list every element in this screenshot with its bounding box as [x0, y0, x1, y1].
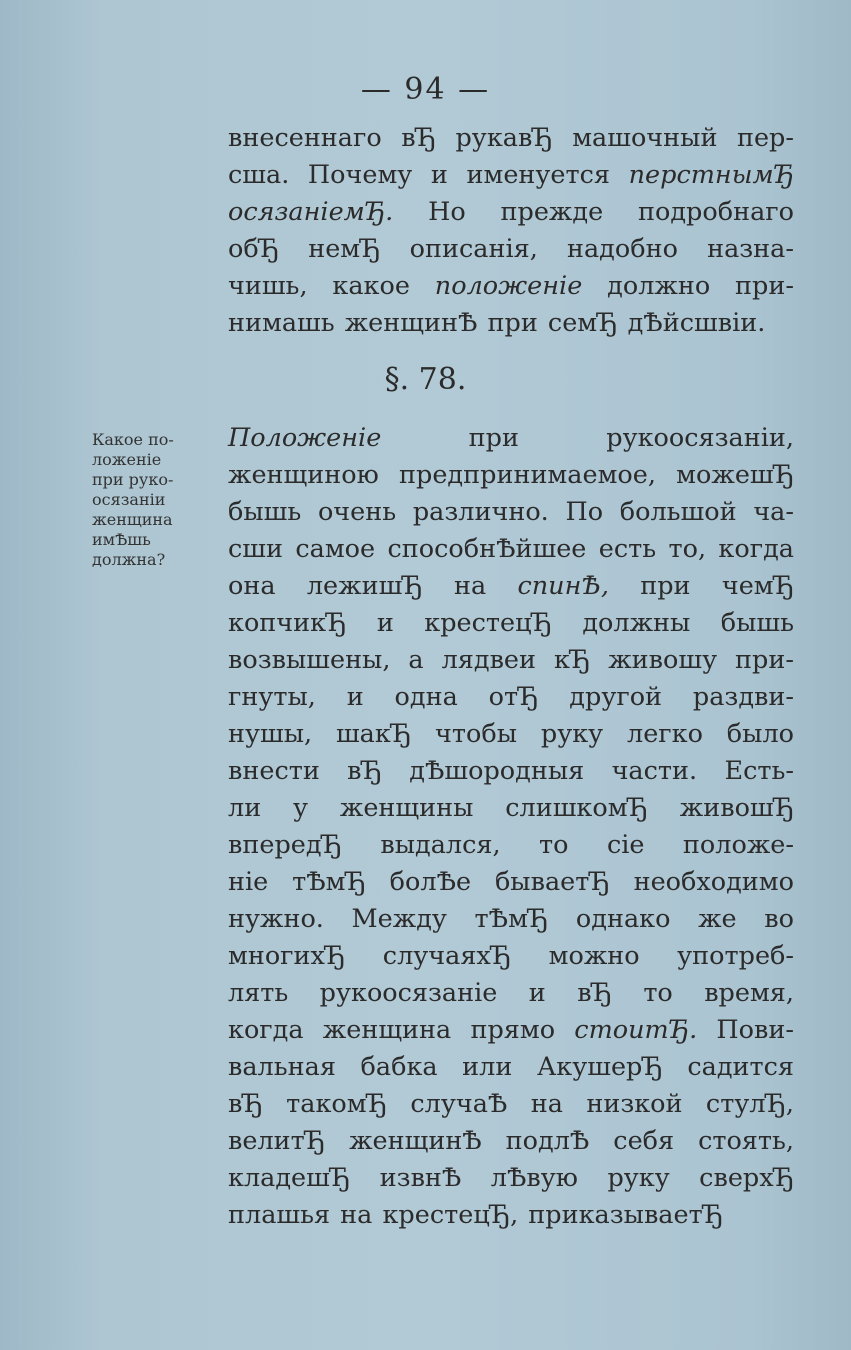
- line-text: нiе тѢмЂ болѢе бываетЂ необходимо: [228, 867, 794, 897]
- text-line: [228, 975, 794, 1012]
- line-text: женщиною предпринимаемое, можешЂ: [228, 460, 794, 490]
- line-text: когда женщина прямо: [228, 1015, 575, 1045]
- text-line: [228, 790, 794, 827]
- line-text: бышь очень различно. По большой ча-: [228, 497, 794, 527]
- line-text: при рукоосязанiи,: [381, 423, 794, 453]
- line-text: кладешЂ извнѢ лѢвую руку сверхЂ: [228, 1163, 794, 1193]
- section-heading: §. 78.: [384, 362, 467, 397]
- line-text: сши самое способнѢйшее есть то, когда: [228, 534, 794, 564]
- line-text: вальная бабка или АкушерЂ садится: [228, 1052, 794, 1082]
- margin-note-line: женщина: [92, 510, 173, 529]
- text-line: [228, 1197, 794, 1234]
- line-text: внести вЂ дѢшородныя части. Есть-: [228, 756, 794, 786]
- margin-note-line: должна?: [92, 550, 166, 569]
- text-line: [228, 642, 794, 679]
- text-line: [228, 1086, 794, 1123]
- text-line: [228, 194, 794, 231]
- text-line: [228, 120, 794, 157]
- line-text: сша. Почему и именуется: [228, 160, 629, 190]
- text-line: [228, 679, 794, 716]
- line-text: лять рукоосязанiе и вЂ то время,: [228, 978, 794, 1008]
- emphasized-text: перстнымЂ: [628, 160, 794, 190]
- margin-note-line: осязанiи: [92, 490, 166, 509]
- emphasized-text: положенiе: [434, 271, 583, 301]
- text-line: [228, 457, 794, 494]
- margin-note-line: при руко-: [92, 470, 174, 489]
- line-text: возвышены, а лядвеи кЂ живошу при-: [228, 645, 794, 675]
- line-text: Пови-: [697, 1015, 794, 1045]
- text-line: [228, 605, 794, 642]
- margin-note: [92, 430, 204, 570]
- text-line: [228, 305, 794, 342]
- text-line: [228, 268, 794, 305]
- text-line: [228, 420, 794, 457]
- text-line: [228, 1123, 794, 1160]
- line-text: она лежишЂ на: [228, 571, 518, 601]
- paragraph-1: [228, 120, 794, 342]
- emphasized-text: осязанiемЂ.: [228, 197, 394, 227]
- text-line: [228, 864, 794, 901]
- line-text: Но прежде подробнаго: [393, 197, 794, 227]
- text-line: [228, 901, 794, 938]
- line-text: плашья на крестецЂ, приказываетЂ: [228, 1200, 724, 1230]
- emphasized-text: стоитЂ.: [574, 1015, 698, 1045]
- margin-note-line: Какое по-: [92, 430, 174, 449]
- text-line: [228, 938, 794, 975]
- text-line: [228, 1160, 794, 1197]
- text-line: [228, 157, 794, 194]
- text-line: [228, 716, 794, 753]
- text-line: [228, 753, 794, 790]
- margin-note-line: ложенiе: [92, 450, 162, 469]
- line-text: нимашь женщинѢ при семЂ дѢйсшвiи.: [228, 308, 766, 338]
- text-line: [228, 531, 794, 568]
- text-line: [228, 827, 794, 864]
- line-text: велитЂ женщинѢ подлѢ себя стоять,: [228, 1126, 794, 1156]
- line-text: впередЂ выдался, то сiе положе-: [228, 830, 794, 860]
- text-line: [228, 494, 794, 531]
- line-text: чишь, какое: [228, 271, 435, 301]
- line-text: обЂ немЂ описанiя, надобно назна-: [228, 234, 794, 264]
- line-text: копчикЂ и крестецЂ должны бышь: [228, 608, 794, 638]
- margin-note-line: имѢшь: [92, 530, 151, 549]
- paragraph-2: [228, 420, 794, 1234]
- text-line: [228, 1012, 794, 1049]
- text-line: [228, 568, 794, 605]
- line-text: многихЂ случаяхЂ можно употреб-: [228, 941, 794, 971]
- line-text: вЂ такомЂ случаѢ на низкой стулЂ,: [228, 1089, 794, 1119]
- line-text: внесеннаго вЂ рукавЂ машочный пер-: [228, 123, 794, 153]
- line-text: должно при-: [582, 271, 794, 301]
- text-line: [228, 1049, 794, 1086]
- emphasized-text: спинѢ,: [517, 571, 609, 601]
- line-text: нушы, шакЂ чтобы руку легко было: [228, 719, 794, 749]
- emphasized-text: Положенiе: [228, 423, 382, 453]
- text-line: [228, 231, 794, 268]
- line-text: гнуты, и одна отЂ другой раздви-: [228, 682, 794, 712]
- line-text: нужно. Между тѢмЂ однако же во: [228, 904, 794, 934]
- line-text: при чемЂ: [608, 571, 794, 601]
- line-text: ли у женщины слишкомЂ живошЂ: [228, 793, 794, 823]
- page-number: — 94 —: [360, 72, 491, 107]
